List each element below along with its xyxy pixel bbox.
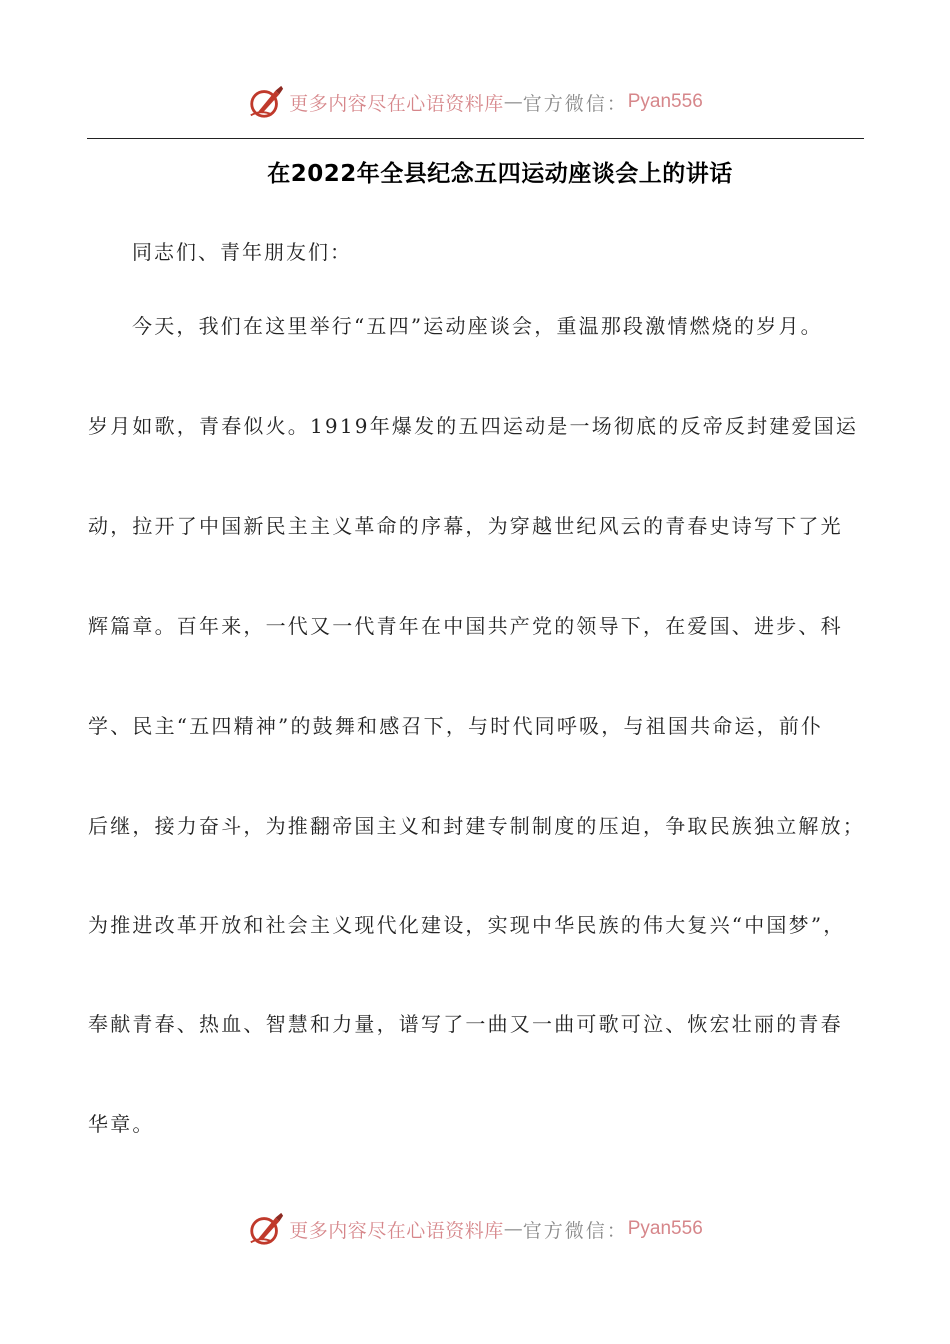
banner-separator: — <box>503 91 523 113</box>
banner-wechat-label: 官方微信： <box>522 1219 628 1242</box>
banner-wechat-id: Pyan556 <box>627 1218 703 1239</box>
pen-logo-icon <box>247 1210 285 1248</box>
banner-wechat-id: Pyan556 <box>627 91 703 112</box>
body-line: 为推进改革开放和社会主义现代化建设，实现中华民族的伟大复兴“中国梦”， <box>88 913 846 937</box>
banner-brand-text: 更多内容尽在心语资料库 <box>289 1219 504 1242</box>
body-line: 岁月如歌，青春似火。1919年爆发的五四运动是一场彻底的反帝反封建爱国运 <box>88 414 859 438</box>
body-line: 奉献青春、热血、智慧和力量，谱写了一曲又一曲可歌可泣、恢宏壮丽的青春 <box>88 1012 843 1036</box>
footer-banner <box>0 1207 950 1251</box>
body-line: 后继，接力奋斗，为推翻帝国主义和封建专制制度的压迫，争取民族独立解放； <box>88 814 865 838</box>
header-banner <box>0 80 950 124</box>
body-line: 辉篇章。百年来，一代又一代青年在中国共产党的领导下，在爱国、进步、科 <box>88 614 843 638</box>
banner-separator: — <box>503 1218 523 1240</box>
pen-logo-icon <box>247 83 285 121</box>
body-line: 华章。 <box>88 1112 155 1136</box>
salutation: 同志们、青年朋友们： <box>132 240 352 264</box>
body-line: 今天，我们在这里举行“五四”运动座谈会，重温那段激情燃烧的岁月。 <box>132 314 823 338</box>
body-line: 学、民主“五四精神”的鼓舞和感召下，与时代同呼吸，与祖国共命运，前仆 <box>88 714 824 738</box>
header-divider <box>87 138 864 139</box>
document-title: 在2022年全县纪念五四运动座谈会上的讲话 <box>267 161 733 187</box>
body-line: 动，拉开了中国新民主主义革命的序幕，为穿越世纪风云的青春史诗写下了光 <box>88 514 843 538</box>
banner-wechat-label: 官方微信： <box>522 92 628 115</box>
banner-brand-text: 更多内容尽在心语资料库 <box>289 92 504 115</box>
